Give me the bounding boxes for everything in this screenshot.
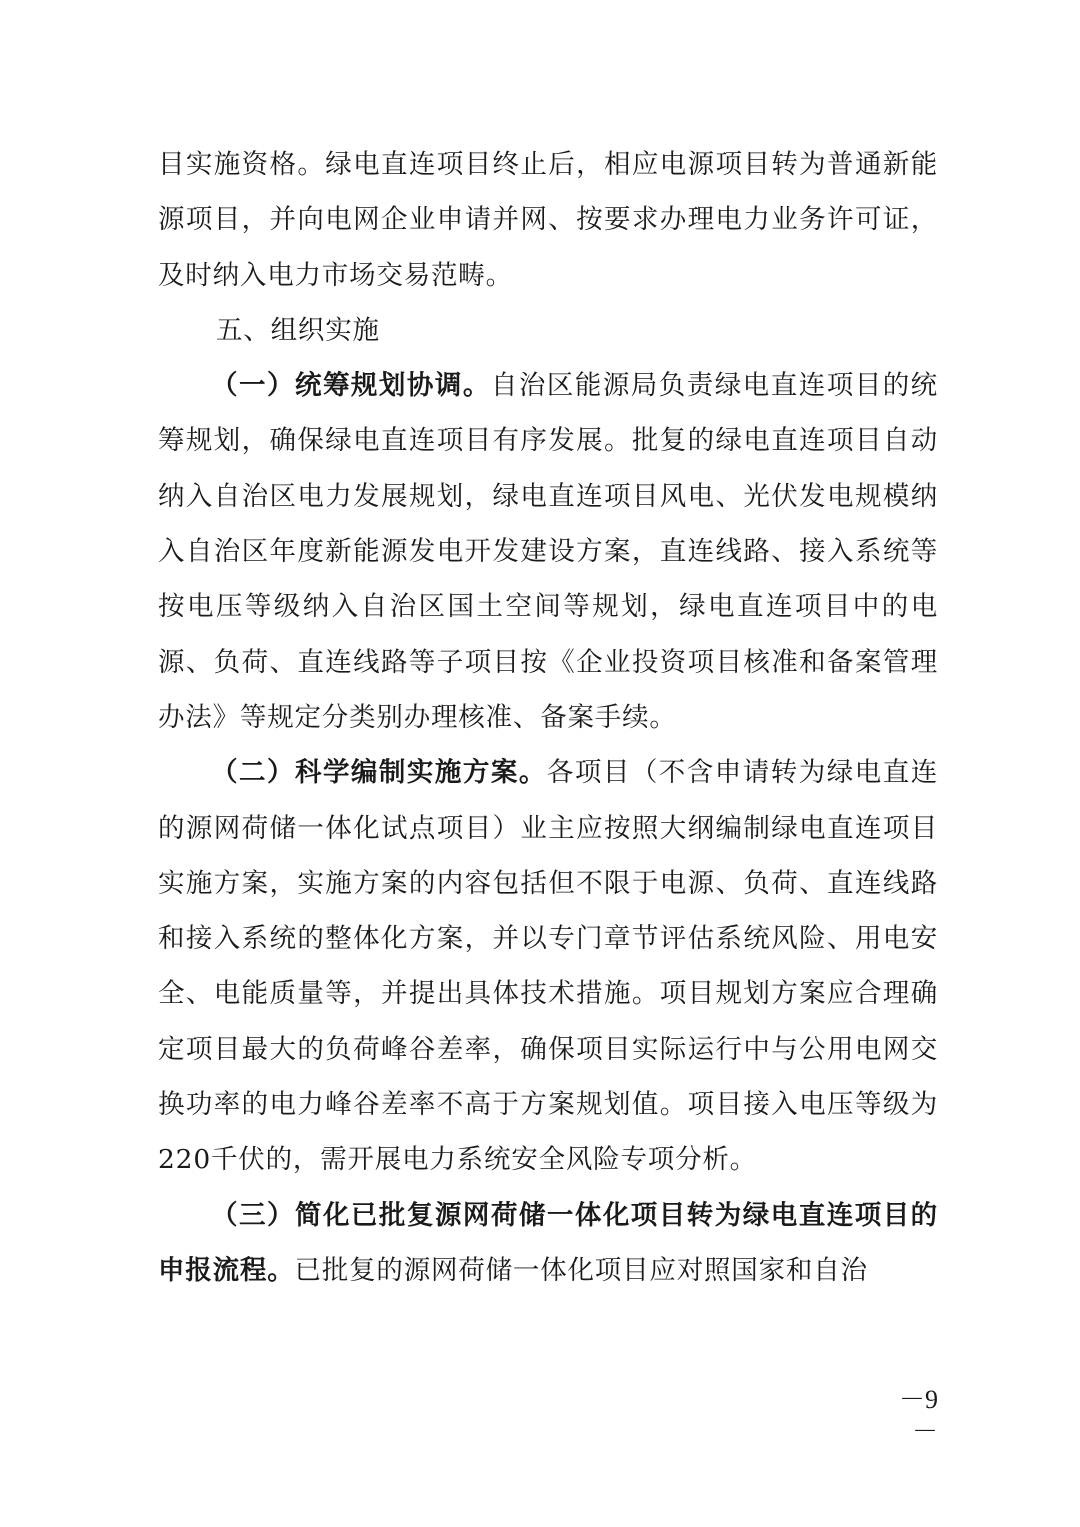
document-body — [158, 137, 938, 1298]
section-heading — [158, 303, 938, 358]
section-heading-text: 五、组织实施 — [216, 314, 380, 346]
subsection-3-title: （三）简化已批复源网荷储一体化项目转为绿电直连项目的申报流程。 — [158, 1199, 938, 1286]
subsection-1 — [158, 358, 938, 745]
subsection-3 — [158, 1188, 938, 1299]
subsection-2-title: （二）科学编制实施方案。 — [211, 757, 547, 789]
subsection-2 — [158, 745, 938, 1187]
paragraph-continuation — [158, 137, 938, 303]
subsection-1-body: 自治区能源局负责绿电直连项目的统筹规划，确保绿电直连项目有序发展。批复的绿电直连项目自动纳入自治区电力发展规划，绿电直连项目风电、光伏发电规模纳入自治区年度新能源发电开发建设方案，直连线路、接入系统等按电压等级纳入自治区国土空间等规划，绿电直连项目中的电源、负荷、直连线路等子项目按《企业投资项目核准和备案管理办法》等规定分类别办理核准、备案手续。 — [158, 370, 938, 733]
subsection-1-title: （一）统筹规划协调。 — [211, 370, 491, 402]
paragraph-text: 目实施资格。绿电直连项目终止后，相应电源项目转为普通新能源项目，并向电网企业申请并网、按要求办理电力业务许可证，及时纳入电力市场交易范畴。 — [158, 149, 938, 291]
page-number: －9－ — [898, 1385, 938, 1446]
subsection-3-body: 已批复的源网荷储一体化项目应对照国家和自治 — [294, 1254, 868, 1286]
subsection-2-body: 各项目（不含申请转为绿电直连的源网荷储一体化试点项目）业主应按照大纲编制绿电直连项目实施方案，实施方案的内容包括但不限于电源、负荷、直连线路和接入系统的整体化方案，并以专门章节评估系统风险、用电安全、电能质量等，并提出具体技术措施。项目规划方案应合理确定项目最大的负荷峰谷差率，确保项目实际运行中与公用电网交换功率的电力峰谷差率不高于方案规划值。项目接入电压等级为220千伏的，需开展电力系统安全风险专项分析。 — [158, 757, 938, 1176]
